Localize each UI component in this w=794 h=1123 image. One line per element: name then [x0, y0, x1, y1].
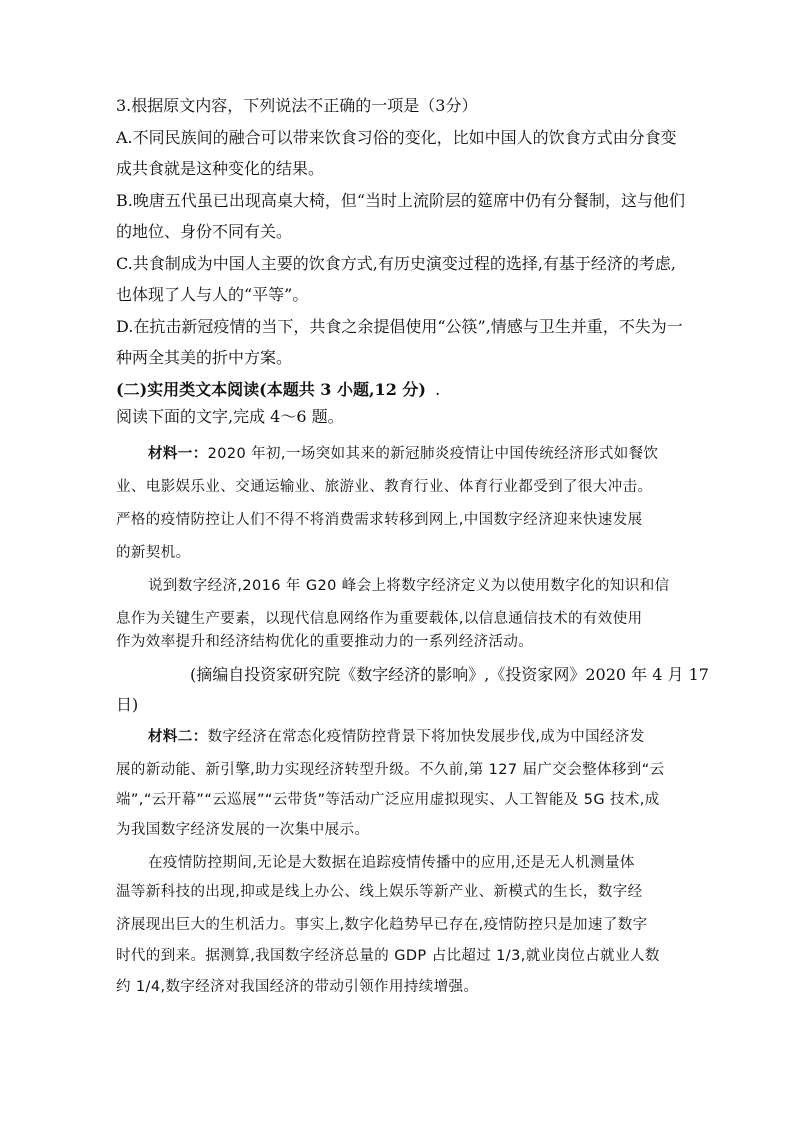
question-3-stem: 3.根据原文内容，下列说法不正确的一项是（3分）	[116, 96, 478, 115]
material-1-paragraph-1-line-4: 的新契机。	[116, 545, 191, 561]
material-2-paragraph-2-line-3: 济展现出巨大的生机活力。事实上,数字化趋势早已存在,疫情防控只是加速了数字	[116, 917, 648, 933]
material-2-paragraph-1-line-4: 为我国数字经济发展的一次集中展示。	[116, 822, 370, 838]
option-b-line-1: B.晚唐五代虽已出现高桌大椅，但“当时上流阶层的筵席中仍有分餐制，这与他们	[116, 191, 686, 210]
option-d-line-1: D.在抗击新冠疫情的当下，共食之余提倡使用“公筷”,情感与卫生并重，不失为一	[116, 317, 683, 336]
material-2-p1-text-1: 数字经济在常态化疫情防控背景下将加快发展步伐,成为中国经济发	[207, 729, 645, 745]
material-1-paragraph-2-line-1: 说到数字经济,2016 年 G20 峰会上将数字经济定义为以使用数字化的知识和信	[148, 578, 670, 594]
material-1-label: 材料一：	[148, 446, 208, 462]
material-2-paragraph-1-line-1	[148, 726, 645, 748]
material-1-p1-text-1: 2020 年初,一场突如其来的新冠肺炎疫情让中国传统经济形式如餐饮	[207, 446, 659, 462]
section-title-mark: .	[435, 380, 441, 399]
material-2-paragraph-2-line-4: 时代的到来。据测算,我国数字经济总量的 GDP 占比超过 1/3,就业岗位占就业人数	[116, 948, 660, 964]
material-2-paragraph-2-line-2: 温等新科技的出现,抑或是线上办公、线上娱乐等新产业、新模式的生长，数字经	[116, 884, 643, 900]
material-1-source-line-1: (摘编自投资家研究院《数字经济的影响》,《投资家网》2020 年 4 月 17	[190, 665, 709, 684]
material-2-paragraph-1-line-3: 端”,“云开幕”“云巡展”“云带货”等活动广泛应用虚拟现实、人工智能及 5G 技术,成	[116, 792, 660, 808]
option-c-line-2: 也体现了人与人的“平等”。	[116, 285, 309, 304]
material-2-label: 材料二：	[148, 729, 208, 745]
material-1-paragraph-2-line-3: 作为效率提升和经济结构优化的重要推动力的一系列经济活动。	[116, 634, 534, 650]
section-heading	[116, 379, 440, 401]
material-1-paragraph-1-line-2: 业、电影娱乐业、交通运输业、旅游业、教育行业、体育行业都受到了很大冲击。	[116, 479, 653, 495]
option-b-line-2: 的地位、身份不同有关。	[116, 222, 293, 241]
section-instruction: 阅读下面的文字,完成 4～6 题。	[116, 407, 344, 426]
option-c-line-1: C.共食制成为中国人主要的饮食方式,有历史演变过程的选择,有基于经济的考虑,	[116, 254, 677, 273]
section-title: (二)实用类文本阅读(本题共 3 小题,12 分)	[116, 380, 426, 399]
material-2-paragraph-2-line-5: 约 1/4,数字经济对我国经济的带动引领作用持续增强。	[116, 979, 479, 995]
option-a-line-2: 成共食就是这种变化的结果。	[116, 159, 325, 178]
option-d-line-2: 种两全其美的折中方案。	[116, 348, 293, 367]
material-2-paragraph-1-line-2: 展的新动能、新引擎,助力实现经济转型升级。不久前,第 127 届广交会整体移到“云	[116, 762, 665, 778]
material-1-paragraph-1-line-3: 严格的疫情防控让人们不得不将消费需求转移到网上,中国数字经济迎来快速发展	[116, 512, 643, 528]
material-1-paragraph-1-line-1	[148, 443, 658, 465]
material-1-source-line-2: 日)	[116, 695, 139, 714]
material-1-paragraph-2-line-2: 息作为关键生产要素，以现代信息网络作为重要载体,以信息通信技术的有效使用	[116, 611, 643, 627]
material-2-paragraph-2-line-1: 在疫情防控期间,无论是大数据在追踪疫情传播中的应用,还是无人机测量体	[148, 855, 635, 871]
option-a-line-1: A.不同民族间的融合可以带来饮食习俗的变化，比如中国人的饮食方式由分食变	[116, 128, 677, 147]
